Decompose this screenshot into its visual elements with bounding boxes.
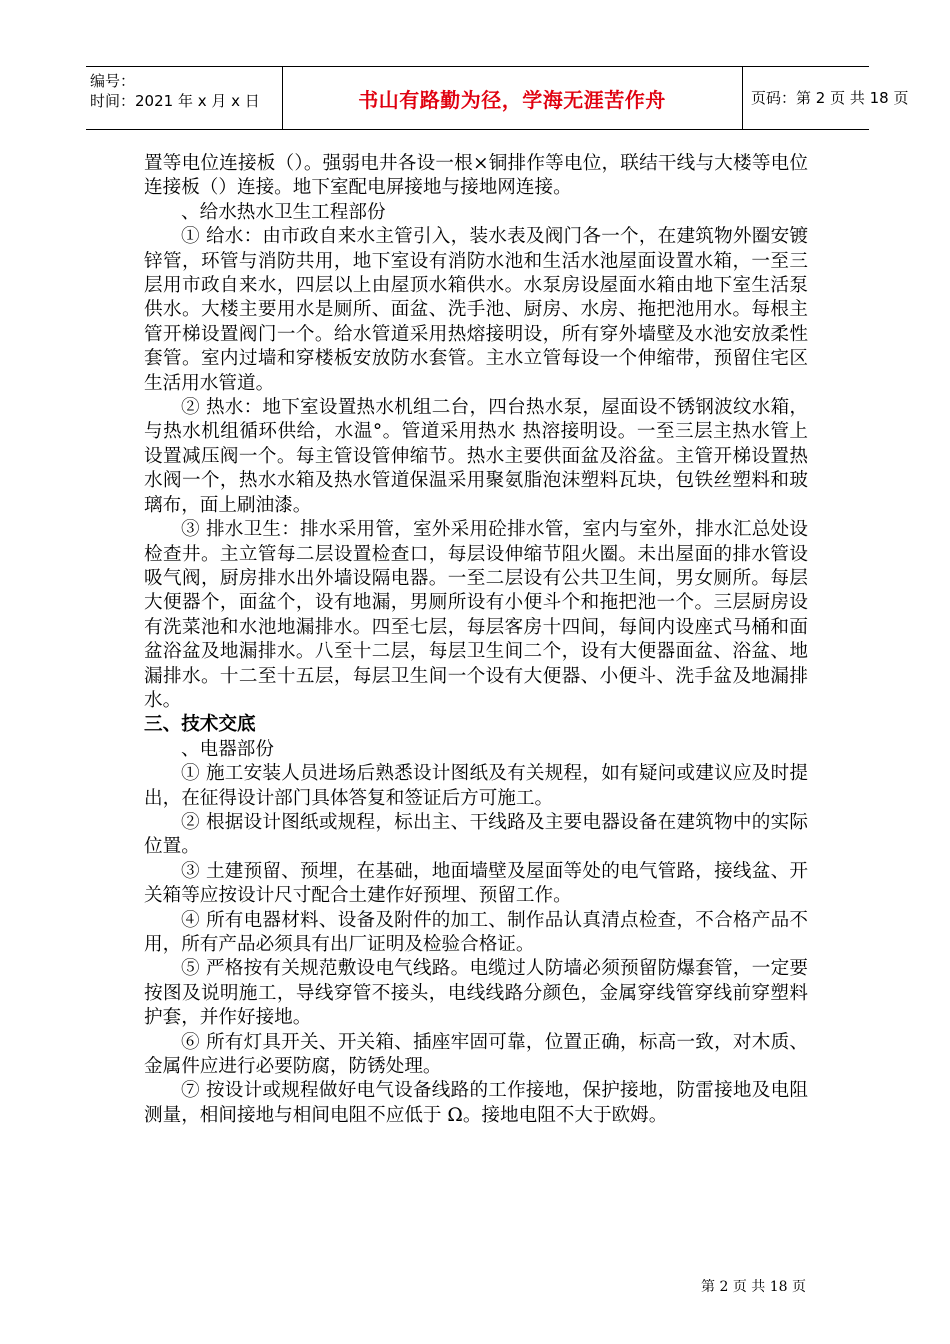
paragraph-drainage: ③ 排水卫生：排水采用管，室外采用砼排水管，室内与室外，排水汇总处设检查井。主立管每二层设置检查口，每层设伸缩节阻火圈。未出屋面的排水管设吸气阀，厨房排水出外墙设隔电器。一至二层设有公共卫生间，男女厕所。每层大便器个，面盆个，设有地漏，男厕所设有小便斗个和拖把池一个。三层厨房设有洗菜池和水池地漏排水。四至七层，每层客房十四间，每间内设座式马桶和面盆浴盆及地漏排水。八至十二层，每层卫生间二个，设有大便器面盆、浴盆、地漏排水。十二至十五层，每层卫生间一个设有大便器、小便斗、洗手盆及地漏排水。 — [144, 519, 808, 711]
header-motto-cell — [282, 67, 743, 129]
section-heading-technical: 三、技术交底 — [144, 714, 256, 736]
paragraph-electrical-2: ② 根据设计图纸或规程，标出主、干线路及主要电器设备在建筑物中的实际位置。 — [144, 811, 808, 858]
page-footer: 第 2 页 共 18 页 — [701, 1279, 806, 1295]
document-number-label: 编号： — [90, 72, 136, 90]
section-heading-water: 、给水热水卫生工程部份 — [181, 201, 386, 223]
paragraph-electrical-6: ⑥ 所有灯具开关、开关箱、插座牢固可靠，位置正确，标高一致，对木质、金属件应进行必要防腐，防锈处理。 — [144, 1031, 808, 1078]
header-page-cell — [743, 67, 909, 129]
paragraph-electrical-4: ④ 所有电器材料、设备及附件的加工、制作品认真清点检查，不合格产品不用，所有产品必须具有出厂证明及检验合格证。 — [144, 909, 808, 955]
paragraph-continuation: 置等电位连接板（）。强弱电井各设一根×铜排作等电位，联结干线与大楼等电位连接板（）连接。地下室配电屏接地与接地网连接。 — [144, 153, 808, 199]
document-body — [144, 152, 808, 1128]
header-page-number: 页码：第 2 页 共 18 页 — [751, 88, 909, 107]
paragraph-electrical-5: ⑤ 严格按有关规范敷设电气线路。电缆过人防墙必须预留防爆套管，一定要按图及说明施工，导线穿管不接头，电线线路分颜色，金属穿线管穿线前穿塑料护套，并作好接地。 — [144, 958, 808, 1029]
page-header — [86, 66, 909, 130]
paragraph-electrical-3: ③ 土建预留、预埋，在基础，地面墙壁及屋面等处的电气管路，接线盆、开关箱等应按设计尺寸配合土建作好预埋、预留工作。 — [144, 860, 808, 907]
paragraph-electrical-1: ① 施工安装人员进场后熟悉设计图纸及有关规程，如有疑问或建议应及时提出，在征得设计部门具体答复和签证后方可施工。 — [144, 763, 808, 809]
document-date-label: 时间：2021 年 x 月 x 日 — [90, 92, 260, 110]
section-heading-electrical: 、电器部份 — [181, 738, 274, 760]
paragraph-hot-water: ② 热水：地下室设置热水机组二台，四台热水泵，屋面设不锈钢波纹水箱，与热水机组循环供给，水温°。管道采用热水 热溶接明设。一至三层主热水管上设置减压阀一个。每主管设管伸缩节。热水主要供面盆及浴盆。主管开梯设置热水阀一个，热水水箱及热水管道保温采用聚氨脂泡沫塑料瓦块，包铁丝塑料和玻璃布，面上刷油漆。 — [144, 397, 808, 516]
paragraph-electrical-7: ⑦ 按设计或规程做好电气设备线路的工作接地，保护接地，防雷接地及电阻测量，相间接地与相间电阻不应低于 Ω。接地电阻不大于欧姆。 — [144, 1080, 808, 1126]
header-motto: 书山有路勤为径，学海无涯苦作舟 — [358, 87, 666, 112]
header-meta-cell — [86, 67, 283, 129]
paragraph-water-supply: ① 给水：由市政自来水主管引入，装水表及阀门各一个，在建筑物外圈安镀锌管，环管与消防共用，地下室设有消防水池和生活水池屋面设置水箱，一至三层用市政自来水，四层以上由屋顶水箱供水。水泵房设屋面水箱由地下室生活泵供水。大楼主要用水是厕所、面盆、洗手池、厨房、水房、拖把池用水。每根主管开梯设置阀门一个。给水管道采用热熔接明设，所有穿外墙壁及水池安放柔性套管。室内过墙和穿楼板安放防水套管。主水立管每设一个伸缩带，预留住宅区生活用水管道。 — [144, 226, 808, 394]
